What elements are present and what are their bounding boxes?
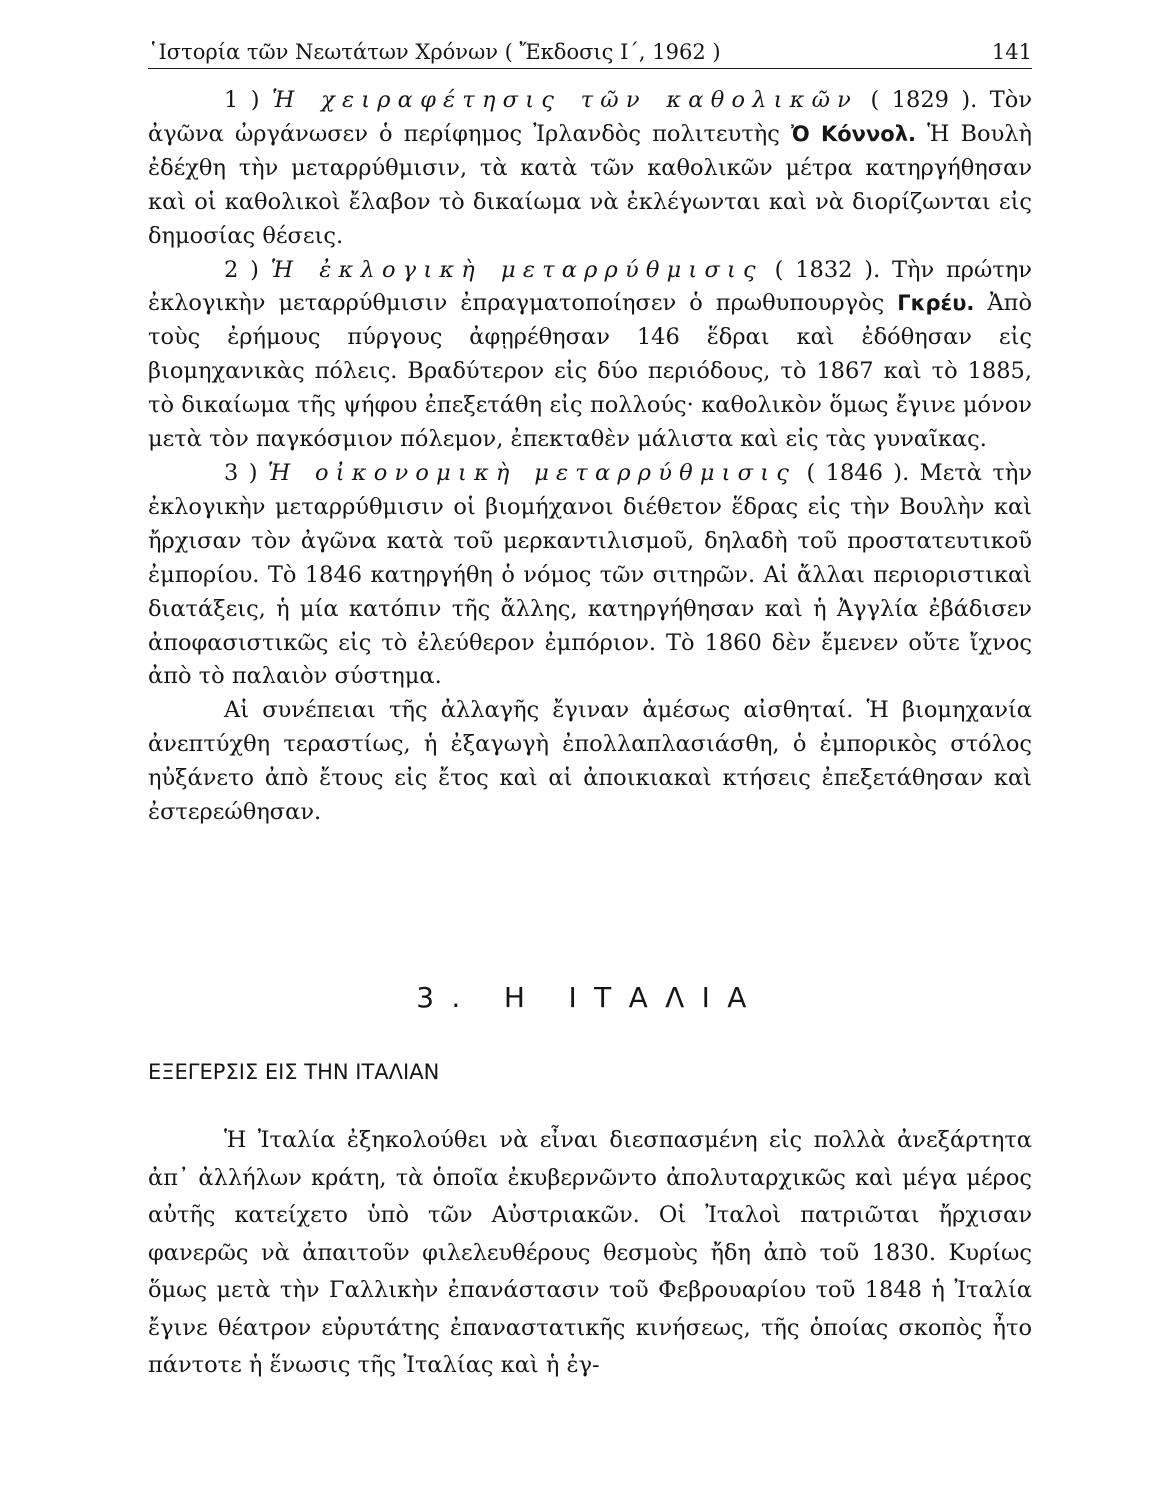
item-number: 3 ) <box>224 459 268 486</box>
section-title: 3. Η ΙΤΑΛΙΑ <box>416 981 764 1014</box>
item-year: ( 1829 ). <box>858 87 978 113</box>
paragraph-item-1 <box>148 84 1032 254</box>
person-name: Γκρέυ. <box>897 291 975 316</box>
paragraph-italy: Ἡ Ἰταλία ἐξηκολούθει νὰ εἶναι διεσπασμένη εἰς πολλὰ ἀνεξάρτητα ἀπ᾽ ἀλλήλων κράτη, τὰ ὁποῖα ἐκυβερνῶντο ἀπολυταρχικῶς καὶ μέγα μέρος αὐτῆς κατείχετο ὑπὸ τῶν Αὐστριακῶν. Οἱ Ἰταλοὶ πατριῶται ἤρχισαν φανερῶς νὰ ἀπαιτοῦν φιλελευθέρους θεσμοὺς ἤδη ἀπὸ τοῦ 1830. Κυρίως ὅμως μετὰ τὴν Γαλλικὴν ἐπανάστασιν τοῦ Φεβρουαρίου τοῦ 1848 ἡ Ἰταλία ἔγινε θέατρον εὐρυτάτης ἐπαναστατικῆς κινήσεως, τῆς ὁποίας σκοπὸς ἦτο πάντοτε ἡ ἕνωσις τῆς Ἰταλίας καὶ ἡ ἐγ- <box>148 1127 1032 1378</box>
item-text: Μετὰ τὴν ἐκλογικὴν μεταρρύθμισιν οἱ βιομήχανοι διέθετον ἕδρας εἰς τὴν Βουλὴν καὶ ἤρχισαν τὸν ἀγῶνα κατὰ τοῦ μερκαντιλισμοῦ, δηλαδὴ τοῦ προστατευτικοῦ ἐμπορίου. Τὸ 1846 κατηργήθη ὁ νόμος τῶν σιτηρῶν. Αἱ ἄλλαι περιοριστικαὶ διατάξεις, ἡ μία κατόπιν τῆς ἄλλης, κατηργήθησαν καὶ ἡ Ἀγγλία ἐβάδισεν ἀποφασιστικῶς εἰς τὸ ἐλεύθερον ἐμπόριον. Τὸ 1860 δὲν ἔμενεν οὔτε ἴχνος ἀπὸ τὸ παλαιὸν σύστημα. <box>148 459 1032 690</box>
item-text: Ἡ Βουλὴ ἐδέχθη τὴν μεταρρύθμισιν, τὰ κατὰ τῶν καθολικῶν μέτρα κατηργήθησαν καὶ οἱ καθολικοὶ ἔλαβον τὸ δικαίωμα νὰ ἐκλέγωνται καὶ νὰ διορίζωνται εἰς δημοσίας θέσεις. <box>148 120 1032 249</box>
item-number: 2 ) <box>224 256 271 283</box>
paragraph-item-2 <box>148 254 1032 457</box>
item-heading: Ἡ χειραφέτησις τῶν καθολικῶν <box>271 87 859 113</box>
subsection-title: ΕΞΕΓΕΡΣΙΣ ΕΙΣ ΤΗΝ ΙΤΑΛΙΑΝ <box>148 1060 440 1084</box>
page-number: 141 <box>991 40 1032 64</box>
item-heading: Ἡ ἐκλογικὴ μεταρρύθμισις <box>270 256 763 283</box>
running-header <box>148 30 1032 69</box>
item-number: 1 ) <box>224 87 272 113</box>
item-text: Ἀπὸ τοὺς ἐρήμους πύργους ἀφῃρέθησαν 146 ἕδραι καὶ ἐδόθησαν εἰς βιομηχανικὰς πόλεις. Βραδύτερον εἰς δύο περιόδους, τὸ 1867 καὶ τὸ 1885, τὸ δικαίωμα τῆς ψήφου ἐπεξετάθη εἰς πολλούς· καθολικὸν ὅμως ἔγινε μόνον μετὰ τὸν παγκόσμιον πόλεμον, ἐπεκταθὲν μάλιστα καὶ εἰς τὰς γυναῖκας. <box>148 290 1032 453</box>
item-text: Τὴν πρώτην ἐκλογικὴν μεταρρύθμισιν ἐπραγματοποίησεν ὁ πρωθυπουργὸς <box>148 256 1032 317</box>
item-year: ( 1832 ). <box>762 256 881 283</box>
paragraph-consequences: Αἱ συνέπειαι τῆς ἀλλαγῆς ἔγιναν ἀμέσως αἰσθηταί. Ἡ βιομηχανία ἀνεπτύχθη τεραστίως, ἡ ἐξαγωγὴ ἐπολλαπλασιάσθη, ὁ ἐμπορικὸς στόλος ηὐξάνετο ἀπὸ ἔτους εἰς ἔτος καὶ αἱ ἀποικιακαὶ κτήσεις ἐπεξετάθησαν καὶ ἐστερεώθησαν. <box>148 697 1032 826</box>
person-name: Ὀ Κόννολ. <box>790 121 916 146</box>
item-heading: Ἡ οἰκονομικὴ μεταρρύθμισις <box>267 459 797 486</box>
italy-text <box>148 1122 1032 1385</box>
paragraph-item-3 <box>148 457 1032 694</box>
item-text: Τὸν ἀγῶνα ὠργάνωσεν ὁ περίφημος Ἰρλανδὸς πολιτευτὴς <box>148 87 1032 147</box>
main-text <box>148 84 1032 830</box>
running-title: ῾Ιστορία τῶν Νεωτάτων Χρόνων ( Ἔκδοσις Ι΄, 1962 ) <box>148 40 721 64</box>
item-year: ( 1846 ). <box>796 459 910 486</box>
